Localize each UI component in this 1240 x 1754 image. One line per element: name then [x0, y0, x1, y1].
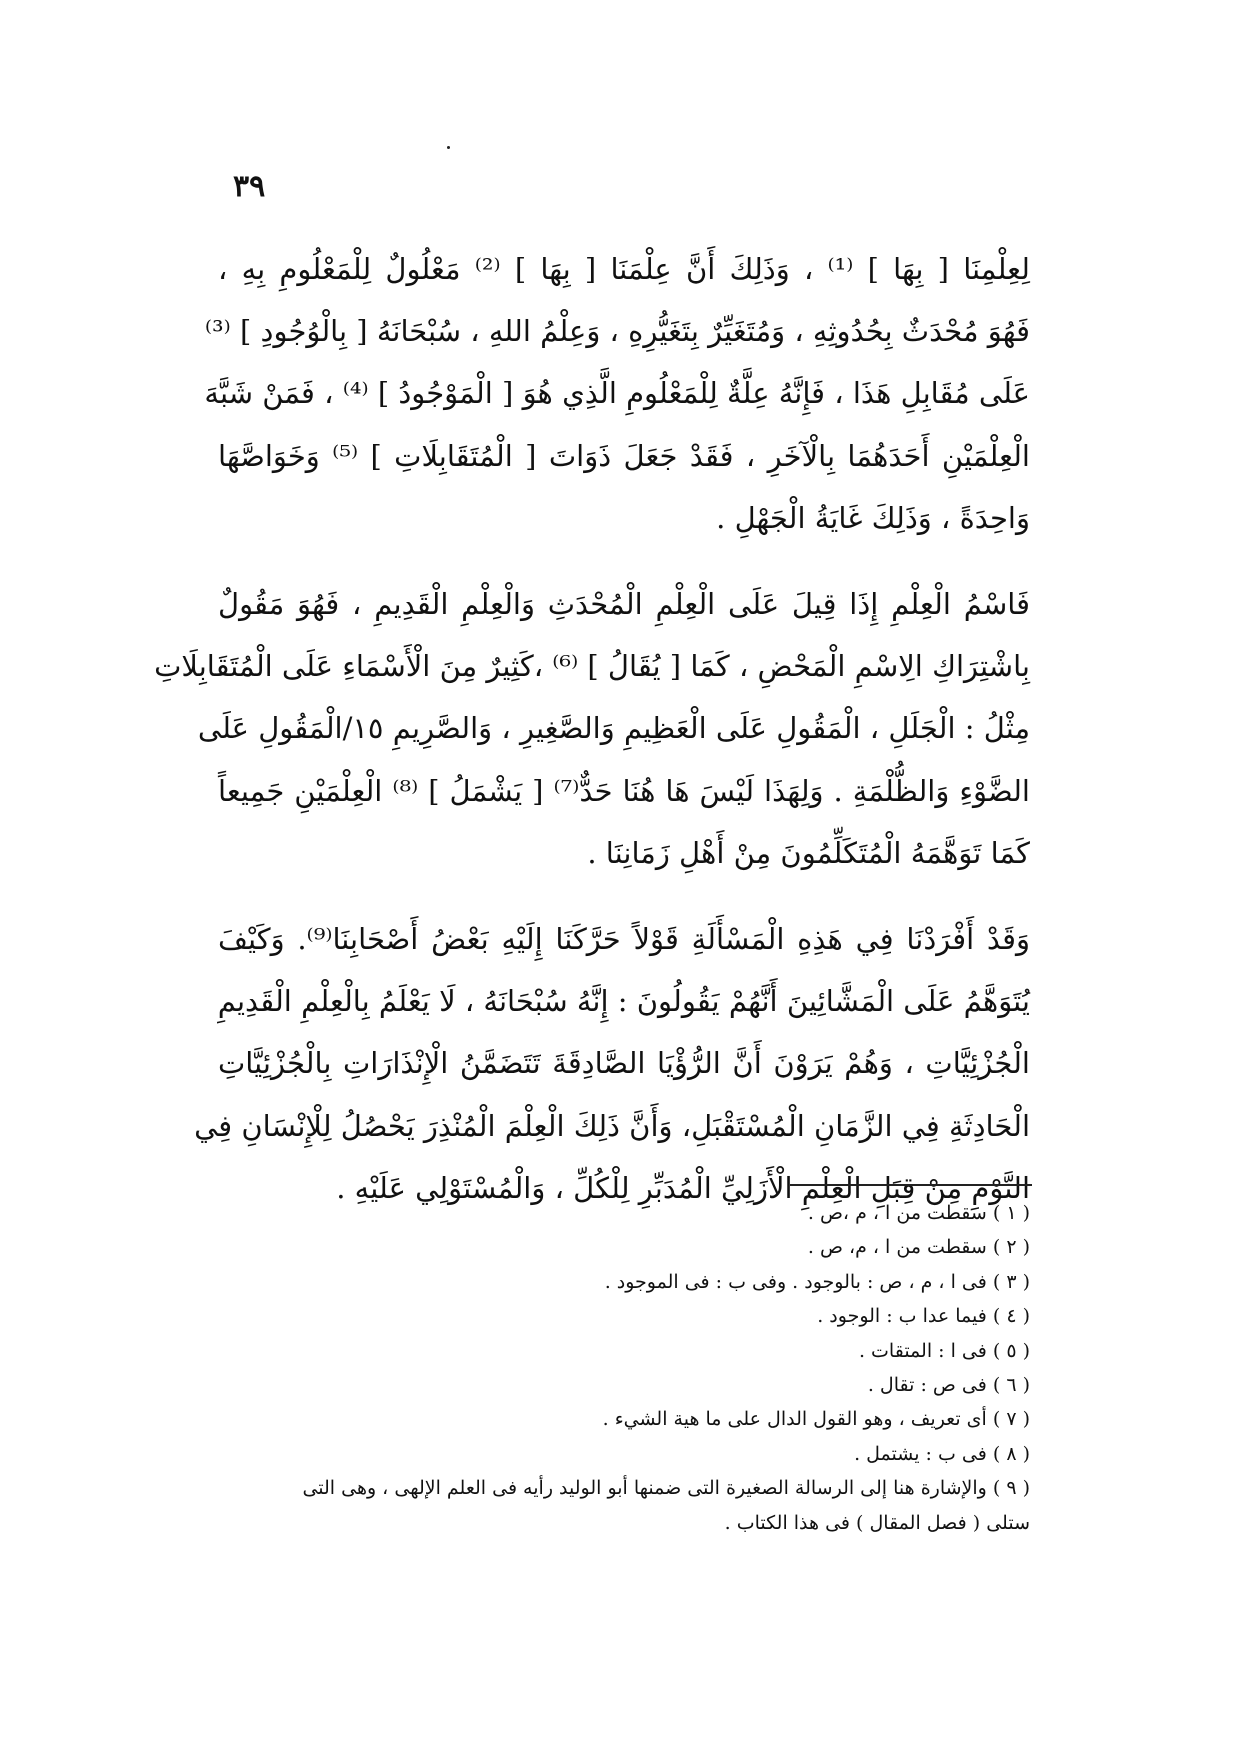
- text-line: وَقَدْ أَفْرَدْنَا فِي هَذِهِ الْمَسْأَلَةِ قَوْلاً حَرَّكَنَا إِلَيْهِ بَعْضُ أَصْحَابِنَا⁽⁹⁾. وَكَيْفَ: [218, 922, 1030, 957]
- main-body-text: [154, 238, 1030, 1219]
- footnote-3: ( ٣ ) فى ا ، م ، ص : بالوجود . وفى ب : فى الموجود .: [604, 1270, 1030, 1293]
- footnote-9-continuation: ستلى ( فصل المقال ) فى هذا الكتاب .: [724, 1511, 1030, 1534]
- footnotes: [210, 1196, 1030, 1540]
- paragraph-1: [204, 238, 1030, 549]
- text-line: كَمَا تَوَهَّمَهُ الْمُتَكَلِّمُونَ مِنْ أَهْلِ زَمَانِنَا .: [587, 835, 1030, 870]
- text-line: وَاحِدَةً ، وَذَلِكَ غَايَةُ الْجَهْلِ .: [716, 500, 1030, 535]
- footnote-9: ( ٩ ) والإشارة هنا إلى الرسالة الصغيرة التى ضمنها أبو الوليد رأيه فى العلم الإلهى ، وهى التى: [302, 1477, 1030, 1500]
- footnote-separator: [790, 1184, 1032, 1186]
- text-line: الْعِلْمَيْنِ أَحَدَهُمَا بِالْآخَرِ ، فَقَدْ جَعَلَ ذَوَاتَ [ الْمُتَقَابِلَاتِ ] ⁽⁵⁾ وَخَوَاصَّهَا: [218, 438, 1030, 473]
- text-line: فَهُوَ مُحْدَثٌ بِحُدُوثِهِ ، وَمُتَغَيِّرٌ بِتَغَيُّرِهِ ، وَعِلْمُ اللهِ ، سُبْحَانَهُ [ بِالْوُجُودِ ] ⁽³⁾: [204, 314, 1030, 349]
- footnote-5: ( ٥ ) فى ا : المتقات .: [858, 1339, 1030, 1362]
- text-line: يُتَوَهَّمُ عَلَى الْمَشَّائِينَ أَنَّهُمْ يَقُولُونَ : إِنَّهُ سُبْحَانَهُ ، لَا يَعْلَمُ بِالْعِلْمِ الْقَدِيمِ: [217, 984, 1030, 1019]
- footnote-6: ( ٦ ) فى ص : تقال .: [867, 1374, 1030, 1397]
- footnote-2: ( ٢ ) سقطت من ا ، م، ص .: [807, 1236, 1030, 1259]
- footnote-8: ( ٨ ) فى ب : يشتمل .: [854, 1442, 1030, 1465]
- page-number: ٣٩: [233, 169, 266, 204]
- footnote-7: ( ٧ ) أى تعريف ، وهو القول الدال على ما هية الشيء .: [602, 1408, 1030, 1431]
- text-line: الضَّوْءِ وَالظُّلْمَةِ . وَلِهَذَا لَيْسَ هَا هُنَا حَدٌّ⁽⁷⁾ [ يَشْمَلُ ] ⁽⁸⁾ الْعِلْمَيْنِ جَمِيعاً: [218, 773, 1030, 808]
- ink-speck: [447, 146, 450, 149]
- text-line: النَّوْمِ مِنْ قِبَلِ الْعِلْمِ الْأَزَلِيِّ الْمُدَبِّرِ لِلْكُلِّ ، وَالْمُسْتَوْلِي عَلَيْهِ .: [336, 1170, 1030, 1205]
- paragraph-3: [194, 908, 1030, 1219]
- text-line: لِعِلْمِنَا [ بِهَا ] ⁽¹⁾ ، وَذَلِكَ أَنَّ عِلْمَنَا [ بِهَا ] ⁽²⁾ مَعْلُولٌ لِلْمَعْلُومِ بِهِ ،: [218, 252, 1030, 286]
- text-line: مِثْلُ : الْجَلَلِ ، الْمَقُولِ عَلَى الْعَظِيمِ وَالصَّغِيرِ ، وَالصَّرِيمِ ١٥/الْمَقُولِ عَلَى: [197, 711, 1030, 746]
- text-line: بِاشْتِرَاكِ الِاسْمِ الْمَحْضِ ، كَمَا [ يُقَالُ ] ⁽⁶⁾ ،كَثِيرٌ مِنَ الْأَسْمَاءِ عَلَى الْمُتَقَابِلَاتِ: [154, 649, 1030, 684]
- paragraph-2: [154, 573, 1030, 884]
- text-line: الْحَادِثَةِ فِي الزَّمَانِ الْمُسْتَقْبَلِ، وَأَنَّ ذَلِكَ الْعِلْمَ الْمُنْذِرَ يَحْصُلُ لِلْإِنْسَانِ فِي: [194, 1108, 1030, 1143]
- text-line: عَلَى مُقَابِلِ هَذَا ، فَإِنَّهُ عِلَّةٌ لِلْمَعْلُومِ الَّذِي هُوَ [ الْمَوْجُودُ ] ⁽⁴⁾ ، فَمَنْ شَبَّهَ: [204, 376, 1030, 411]
- text-line: الْجُزْئِيَّاتِ ، وَهُمْ يَرَوْنَ أَنَّ الرُّؤْيَا الصَّادِقَةَ تَتَضَمَّنُ الْإِنْذَارَاتِ بِالْجُزْئِيَّاتِ: [218, 1046, 1030, 1081]
- text-line: فَاسْمُ الْعِلْمِ إِذَا قِيلَ عَلَى الْعِلْمِ الْمُحْدَثِ وَالْعِلْمِ الْقَدِيمِ ، فَهُوَ مَقُولٌ: [218, 587, 1030, 622]
- footnote-1: ( ١ ) سقطت من ا ، م ،ص .: [807, 1202, 1030, 1224]
- footnote-4: ( ٤ ) فيما عدا ب : الوجود .: [817, 1305, 1030, 1328]
